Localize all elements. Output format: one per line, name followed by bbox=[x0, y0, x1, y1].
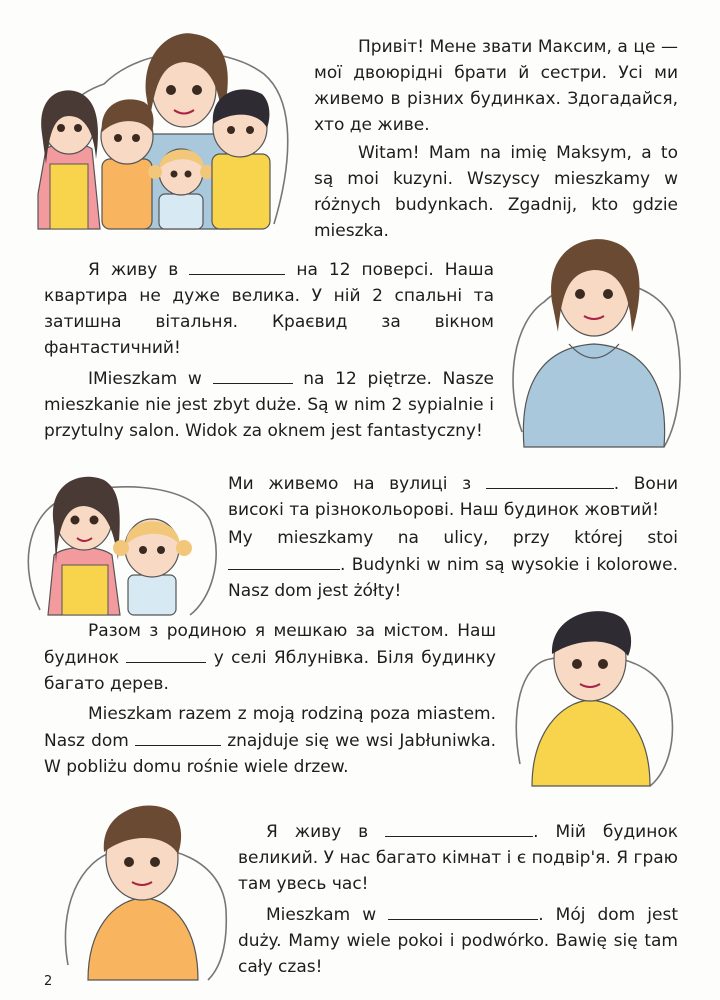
intro-text bbox=[314, 34, 678, 244]
sisters-illustration bbox=[20, 460, 220, 618]
page-number: 2 bbox=[44, 974, 53, 989]
house-text bbox=[238, 818, 678, 980]
sisters-pl-pre: My mieszkamy na ulicy, przy której stoi bbox=[228, 528, 678, 548]
sisters-pl-post: . Budynki w nim są wysokie i kolorowe. Nasz dom jest żółty! bbox=[228, 555, 678, 601]
village-pl-pre: Mieszkam razem z moją rodziną poza miastem. Nasz dom bbox=[44, 704, 496, 751]
house-ua-blank[interactable] bbox=[385, 818, 533, 837]
boy-orange-illustration bbox=[58, 800, 230, 982]
sisters-pl-blank[interactable] bbox=[228, 551, 340, 570]
village-ua bbox=[44, 618, 496, 697]
sisters-ua-blank[interactable] bbox=[486, 470, 614, 489]
village-ua-pre: Разом з родиною я мешкаю за містом. Наш будинок bbox=[44, 621, 496, 668]
sisters-pl bbox=[228, 525, 678, 604]
village-text bbox=[44, 618, 496, 780]
maksym-ua-pre: Я живу в bbox=[88, 260, 179, 280]
house-pl-pre: Mieszkam w bbox=[266, 905, 377, 925]
maksym-ua bbox=[44, 256, 494, 361]
house-ua-post: . Мій будинок великий. У нас багато кімнат і є подвір'я. Я граю там увесь час! bbox=[238, 822, 678, 894]
house-pl bbox=[238, 901, 678, 980]
house-pl-post: . Mój dom jest duży. Mamy wiele pokoi i podwórko. Bawię się tam cały czas! bbox=[238, 905, 679, 977]
sisters-ua bbox=[228, 470, 678, 523]
boy-yellow-illustration bbox=[510, 604, 678, 789]
intro-pl: Witam! Mam na imię Maksym, a to są moi kuzyni. Wszyscy mieszkamy w różnych budynkach. Zgadnij, kto gdzie mieszka. bbox=[314, 143, 678, 241]
sisters-ua-pre: Ми живемо на вулиці з bbox=[228, 474, 472, 494]
village-pl-blank[interactable] bbox=[135, 727, 221, 746]
intro-ua: Привіт! Мене звати Максим, а це — мої двоюрідні брати й сестри. Усі ми живемо в різних будинках. Здогадайся, хто де живе. bbox=[314, 37, 678, 135]
maksym-pl-blank[interactable] bbox=[213, 365, 293, 384]
maksym-pl bbox=[44, 365, 494, 444]
house-ua-pre: Я живу в bbox=[266, 822, 369, 842]
maksym-pl-pre: IMieszkam w bbox=[88, 369, 202, 389]
village-ua-blank[interactable] bbox=[126, 644, 206, 663]
sisters-text bbox=[228, 470, 678, 604]
sisters-ua-post: . Вони високі та різнокольорові. Наш будинок жовтий! bbox=[228, 474, 678, 520]
maksym-illustration bbox=[504, 232, 684, 457]
maksym-ua-post: на 12 поверсі. Наша квартира не дуже велика. У ній 2 спальні та затишна вітальня. Краєвид за вікном фантастичний! bbox=[44, 260, 494, 358]
maksym-pl-post: na 12 piętrze. Nasze mieszkanie nie jest zbyt duże. Są w nim 2 sypialnie i przytulny salon. Widok za oknem jest fantastyczny! bbox=[44, 369, 494, 441]
house-pl-blank[interactable] bbox=[388, 901, 538, 920]
maksym-text bbox=[44, 256, 494, 444]
village-pl-post: znajduje się we wsi Jabłuniwka. W pobliżu domu rośnie wiele drzew. bbox=[44, 731, 497, 777]
village-ua-post: у селі Яблунівка. Біля будинку багато дерев. bbox=[44, 648, 496, 694]
house-ua bbox=[238, 818, 678, 897]
family-illustration bbox=[24, 24, 294, 234]
village-pl bbox=[44, 701, 496, 780]
maksym-ua-blank[interactable] bbox=[189, 256, 285, 275]
